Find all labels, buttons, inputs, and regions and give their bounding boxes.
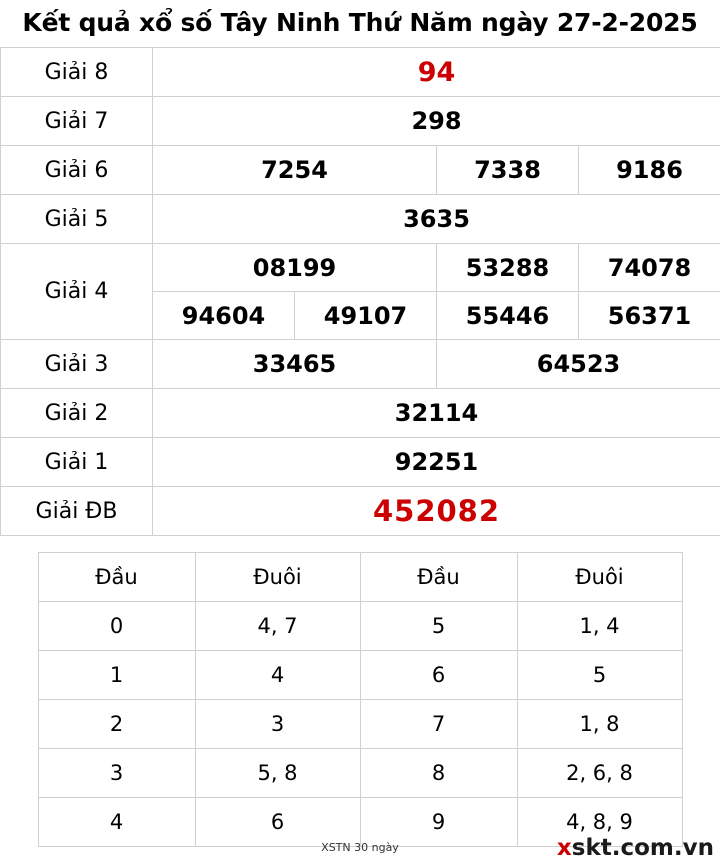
summary-header-duoi-2: Đuôi <box>517 553 682 602</box>
summary-cell: 1, 8 <box>517 700 682 749</box>
watermark-x: x <box>556 835 572 861</box>
summary-cell: 0 <box>38 602 195 651</box>
prize-value-g2-1: 32114 <box>153 389 720 438</box>
summary-header-duoi-1: Đuôi <box>195 553 360 602</box>
summary-cell: 5 <box>360 602 517 651</box>
summary-cell: 2 <box>38 700 195 749</box>
prize-value-g4-2: 53288 <box>437 244 579 292</box>
prize-label-g8: Giải 8 <box>1 48 153 97</box>
prize-value-g8-1: 94 <box>153 48 720 97</box>
summary-cell: 7 <box>360 700 517 749</box>
prize-label-g4: Giải 4 <box>1 244 153 340</box>
prize-value-g3-1: 33465 <box>153 340 437 389</box>
summary-cell: 5 <box>517 651 682 700</box>
prize-value-g4-7: 56371 <box>579 292 720 340</box>
site-watermark <box>557 835 714 861</box>
table-row <box>38 602 682 651</box>
table-row <box>38 700 682 749</box>
summary-cell: 3 <box>195 700 360 749</box>
table-header-row <box>38 553 682 602</box>
prize-value-g6-3: 9186 <box>579 146 720 195</box>
prize-label-g6: Giải 6 <box>1 146 153 195</box>
table-row <box>1 146 720 195</box>
prize-value-g4-4: 94604 <box>153 292 295 340</box>
prize-label-g7: Giải 7 <box>1 97 153 146</box>
prize-label-g2: Giải 2 <box>1 389 153 438</box>
summary-cell: 9 <box>360 798 517 847</box>
table-row <box>1 389 720 438</box>
prize-value-g4-3: 74078 <box>579 244 720 292</box>
prize-value-g7-1: 298 <box>153 97 720 146</box>
summary-header-dau-2: Đầu <box>360 553 517 602</box>
table-row <box>1 244 720 292</box>
summary-cell: 4 <box>195 651 360 700</box>
footer <box>0 835 720 863</box>
summary-cell: 4, 8, 9 <box>517 798 682 847</box>
head-tail-summary <box>0 552 720 847</box>
summary-cell: 3 <box>38 749 195 798</box>
prize-value-g4-5: 49107 <box>295 292 437 340</box>
summary-cell: 5, 8 <box>195 749 360 798</box>
prize-value-g4-1: 08199 <box>153 244 437 292</box>
prize-value-g4-6: 55446 <box>437 292 579 340</box>
prize-value-g5-1: 3635 <box>153 195 720 244</box>
prize-value-g6-2: 7338 <box>437 146 579 195</box>
prize-label-db: Giải ĐB <box>1 487 153 536</box>
table-row <box>1 48 720 97</box>
table-row <box>1 438 720 487</box>
page-title: Kết quả xổ số Tây Ninh Thứ Năm ngày 27-2-2025 <box>22 8 698 37</box>
prize-value-g3-2: 64523 <box>437 340 720 389</box>
watermark-domain: skt.com.vn <box>571 835 714 861</box>
summary-cell: 1, 4 <box>517 602 682 651</box>
prize-label-g5: Giải 5 <box>1 195 153 244</box>
table-row <box>38 749 682 798</box>
prize-value-g1-1: 92251 <box>153 438 720 487</box>
summary-table <box>38 552 683 847</box>
summary-cell: 6 <box>195 798 360 847</box>
prize-label-g1: Giải 1 <box>1 438 153 487</box>
prize-value-g6-1: 7254 <box>153 146 437 195</box>
table-row <box>1 340 720 389</box>
prize-label-g3: Giải 3 <box>1 340 153 389</box>
table-row <box>1 195 720 244</box>
table-row <box>1 97 720 146</box>
summary-header-dau-1: Đầu <box>38 553 195 602</box>
summary-cell: 4 <box>38 798 195 847</box>
prize-value-db-1: 452082 <box>153 487 720 536</box>
summary-cell: 1 <box>38 651 195 700</box>
summary-cell: 6 <box>360 651 517 700</box>
summary-cell: 4, 7 <box>195 602 360 651</box>
table-row <box>1 487 720 536</box>
summary-cell: 2, 6, 8 <box>517 749 682 798</box>
summary-cell: 8 <box>360 749 517 798</box>
table-row <box>38 651 682 700</box>
results-table <box>0 47 720 536</box>
footer-note: XSTN 30 ngày <box>321 841 399 854</box>
